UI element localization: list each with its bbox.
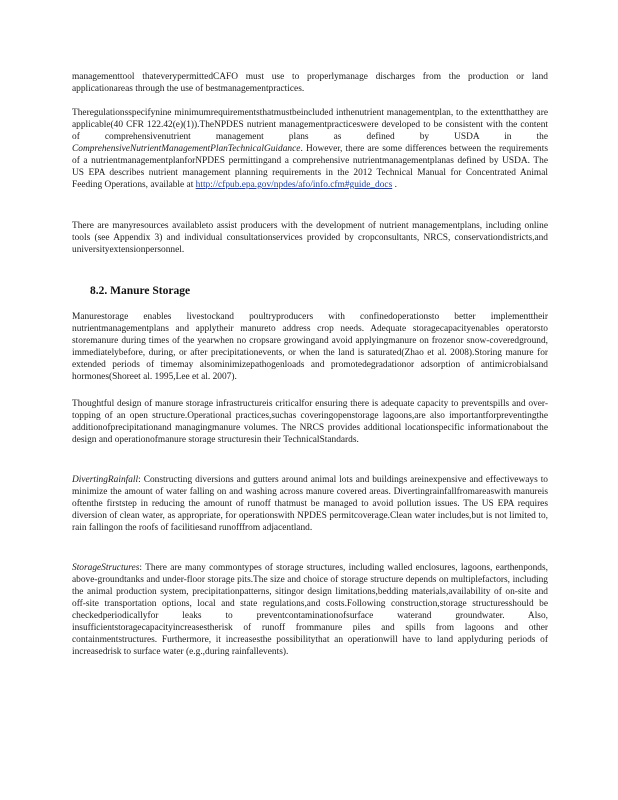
paragraph-intro-continued	[72, 71, 548, 95]
paragraph-storage-structures	[72, 562, 548, 658]
section-title: Manure Storage	[110, 285, 191, 297]
paragraph-thoughtful-design	[72, 398, 548, 446]
guidance-title-italic: ComprehensiveNutrientManagementPlanTechnicalGuidance	[72, 144, 301, 154]
section-number: 8.2.	[90, 285, 108, 297]
epa-guide-docs-link[interactable]: http://cfpub.epa.gov/npdes/afo/info.cfm#guide_docs	[195, 180, 393, 190]
paragraph-text: .	[392, 180, 397, 190]
paragraph-text: : There are many commontypes of storage structures, including walled enclosures, lagoons, earthenponds, above-groundtanks and under-floor storage pits.The size and choice of storage structure depends on multiplefactors, including the animal production system, precipitationpatterns, sitingor design limitations,bedding materials,availability of on-site and off-site transportation options, local and state regulations,and costs.Following construction,storage structuresshould be checkedperiodicallyfor leaks to preventcontaminationofsurface waterand groundwater. Also, insufficientstoragecapacityincreasestherisk of runoff frommanure piles and spills from lagoons and other containmentstructures. Furthermore, it increasesthe possibilitythat an operationwill have to land applyduring periods of increasedrisk to surface water (e.g.,during rainfallevents).	[72, 563, 548, 657]
paragraph-text: : Constructing diversions and gutters around animal lots and buildings areinexpensive and effectiveways to minimize the amount of water falling on and washing across manure covered areas. Divertingrainfallfromareaswith manureis oftenthe firststep in reducing the amount of runoff thatmust be managed to avoid pollution issues. The US EPA requires diversion of clean water, as appropriate, for operationswith NPDES permitcoverage.Clean water includes,but is not limited to, rain fallingon the roofs of facilitiesand runofffrom adjacentland.	[72, 475, 548, 533]
paragraph-text: Theregulationsspecifynine minimumrequirementsthatmustbeincluded inthenutrient managementplan, to the extentthatthey are applicable(40 CFR 122.42(e)(1)).TheNPDES nutrient managementpracticeswere developed to be consistent with the content of comprehensivenutrient management plans as defined by USDA in the	[72, 108, 548, 142]
paragraph-text: . However, there are some differences between the requirements of a nutrientmanagementplanforNPDES permittingand a comprehensive nutrientmanagementplanas defined by USDA. The US EPA describes nutrient management planning requirements in the 2012 Technical Manual for Concentrated Animal Feeding Operations, available at	[72, 144, 548, 190]
subheading-storage-structures: StorageStructures	[72, 563, 140, 573]
section-heading	[90, 284, 190, 298]
subheading-diverting-rainfall: DivertingRainfall	[72, 475, 139, 485]
paragraph-regulations	[72, 107, 548, 191]
paragraph-diverting-rainfall	[72, 474, 548, 534]
paragraph-manure-storage	[72, 311, 548, 383]
paragraph-text: There are manyresources availableto assist producers with the development of nutrient managementplans, including online tools (see Appendix 3) and individual consultationservices provided by cropconsultants, NRCS, conservationdistricts,and universityextensionpersonnel.	[72, 221, 548, 255]
paragraph-resources	[72, 220, 548, 256]
paragraph-text: managementtool thateverypermittedCAFO must use to properlymanage discharges from the production or land applicationareas through the use of bestmanagementpractices.	[72, 72, 548, 94]
paragraph-text: Manurestorage enables livestockand poultryproducers with confinedoperationsto better implementtheir nutrientmanagementplans and applytheir manureto address crop needs. Adequate storagecapacityenables operatorsto storemanure during times of the yearwhen no cropsare growingand avoid applyingmanure on frozenor snow-coveredground, immediatelybefore, during, or after precipitationevents, or when the land is saturated(Zhao et al. 2008).Storing manure for extended periods of timemay alsominimizepathogenloads and promotedegradationor adsorption of antimicrobialsand hormones(Shoreet al. 1995,Lee et al. 2007).	[72, 312, 548, 382]
paragraph-text: Thoughtful design of manure storage infrastructureis criticalfor ensuring there is adequate capacity to preventspills and over-topping of an open structure.Operational practices,suchas coveringopenstorage lagoons,are also importantforpreventingthe additionofprecipitationand managingmanure volumes. The NRCS provides additional locationspecific informationabout the design and operationofmanure storage structuresin their TechnicalStandards.	[72, 399, 548, 445]
